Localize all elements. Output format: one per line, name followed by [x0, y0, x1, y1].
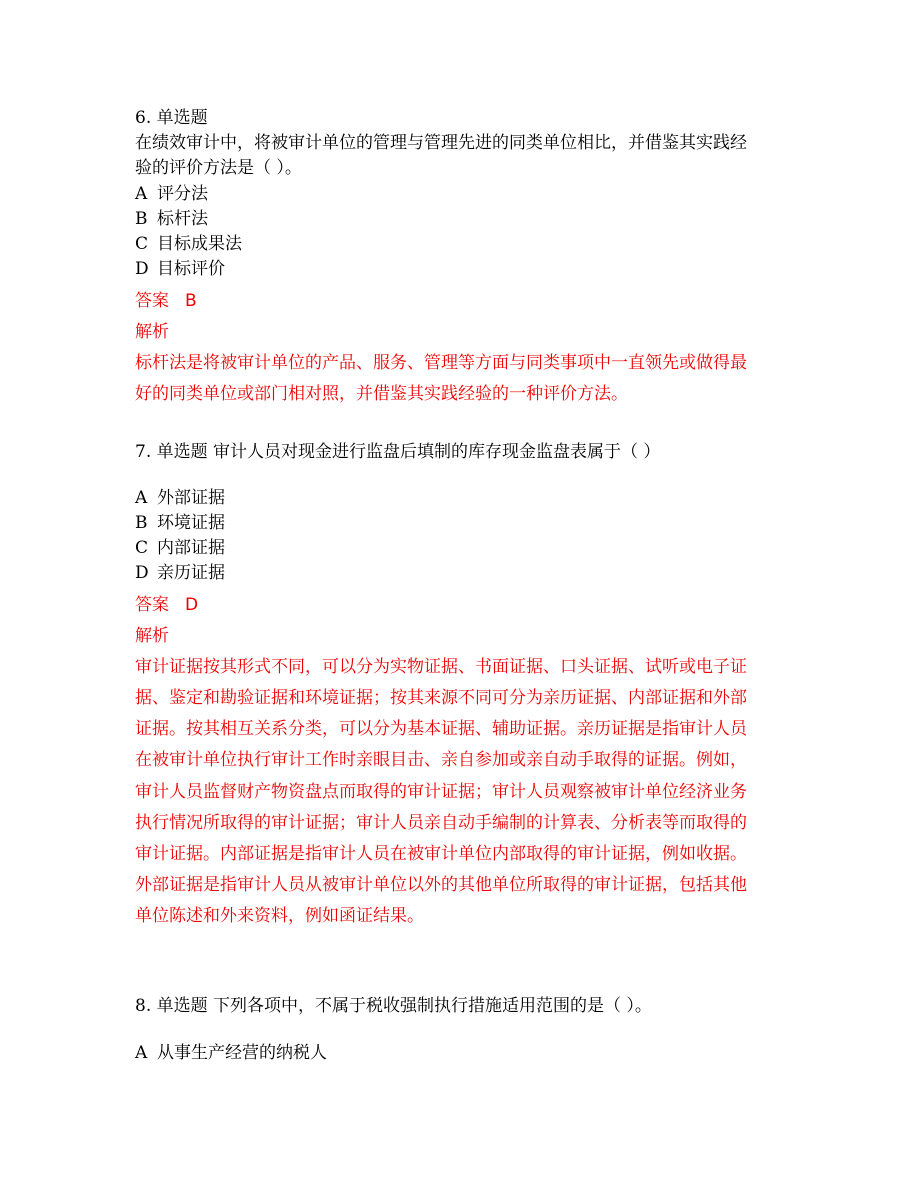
q7-stem-line-1: 7. 单选题 审计人员对现金进行监盘后填制的库存现金监盘表属于（ ） [135, 442, 661, 462]
option-text: 评分法 [157, 184, 208, 204]
option-letter: C [135, 234, 149, 254]
answer-label: 答案 [135, 291, 169, 311]
q6-analysis-line-1: 标杆法是将被审计单位的产品、服务、管理等方面与同类事项中一直领先或做得最 [135, 353, 747, 373]
q7-analysis-line-6: 执行情况所取得的审计证据；审计人员亲自动手编制的计算表、分析表等而取得的 [135, 813, 747, 833]
q8-stem-line-1: 8. 单选题 下列各项中，不属于税收强制执行措施适用范围的是（ ）。 [135, 996, 652, 1016]
answer-label: 答案 [135, 595, 169, 615]
q6-option-a [135, 182, 208, 207]
option-letter: A [135, 184, 148, 204]
option-text: 标杆法 [157, 209, 208, 229]
q6-option-d [135, 257, 225, 282]
q7-option-a [135, 486, 225, 511]
option-text: 目标成果法 [157, 234, 242, 254]
q7-analysis-line-9: 单位陈述和外来资料，例如函证结果。 [135, 906, 424, 926]
option-letter: C [135, 538, 149, 558]
q7-analysis-label: 解析 [135, 626, 169, 646]
q7-answer [135, 593, 198, 617]
option-text: 内部证据 [157, 538, 225, 558]
q7-analysis-line-5: 审计人员监督财产物资盘点而取得的审计证据；审计人员观察被审计单位经济业务 [135, 782, 747, 802]
q7-analysis-line-2: 据、鉴定和勘验证据和环境证据；按其来源不同可分为亲历证据、内部证据和外部 [135, 688, 747, 708]
q6-stem-line-1: 6. 单选题 [135, 108, 208, 128]
q7-option-d [135, 561, 225, 586]
q8-option-a [135, 1041, 327, 1066]
q6-option-b [135, 207, 208, 232]
q7-analysis-line-1: 审计证据按其形式不同，可以分为实物证据、书面证据、口头证据、试听或电子证 [135, 657, 747, 677]
option-letter: A [135, 1043, 148, 1063]
option-letter: D [135, 563, 149, 583]
answer-value: D [185, 595, 199, 615]
q6-analysis-line-2: 好的同类单位或部门相对照，并借鉴其实践经验的一种评价方法。 [135, 384, 628, 404]
q7-analysis-line-4: 在被审计单位执行审计工作时亲眼目击、亲自参加或亲自动手取得的证据。例如， [135, 750, 747, 770]
q7-option-b [135, 511, 225, 536]
option-text: 从事生产经营的纳税人 [157, 1043, 327, 1063]
option-letter: B [135, 513, 148, 533]
option-letter: D [135, 259, 149, 279]
option-text: 外部证据 [157, 488, 225, 508]
q7-analysis-line-7: 审计证据。内部证据是指审计人员在被审计单位内部取得的审计证据，例如收据。 [135, 844, 747, 864]
q6-stem-line-2: 在绩效审计中，将被审计单位的管理与管理先进的同类单位相比，并借鉴其实践经 [135, 133, 747, 153]
option-letter: A [135, 488, 148, 508]
answer-value: B [185, 291, 197, 311]
q7-analysis-line-8: 外部证据是指审计人员从被审计单位以外的其他单位所取得的审计证据，包括其他 [135, 875, 747, 895]
option-text: 环境证据 [157, 513, 225, 533]
option-text: 亲历证据 [157, 563, 225, 583]
q6-option-c [135, 232, 242, 257]
option-letter: B [135, 209, 148, 229]
q6-answer [135, 289, 197, 313]
q6-stem-line-3: 验的评价方法是（ ）。 [135, 158, 302, 178]
q7-analysis-line-3: 证据。按其相互关系分类，可以分为基本证据、辅助证据。亲历证据是指审计人员 [135, 719, 747, 739]
option-text: 目标评价 [157, 259, 225, 279]
q7-option-c [135, 536, 225, 561]
q6-analysis-label: 解析 [135, 322, 169, 342]
